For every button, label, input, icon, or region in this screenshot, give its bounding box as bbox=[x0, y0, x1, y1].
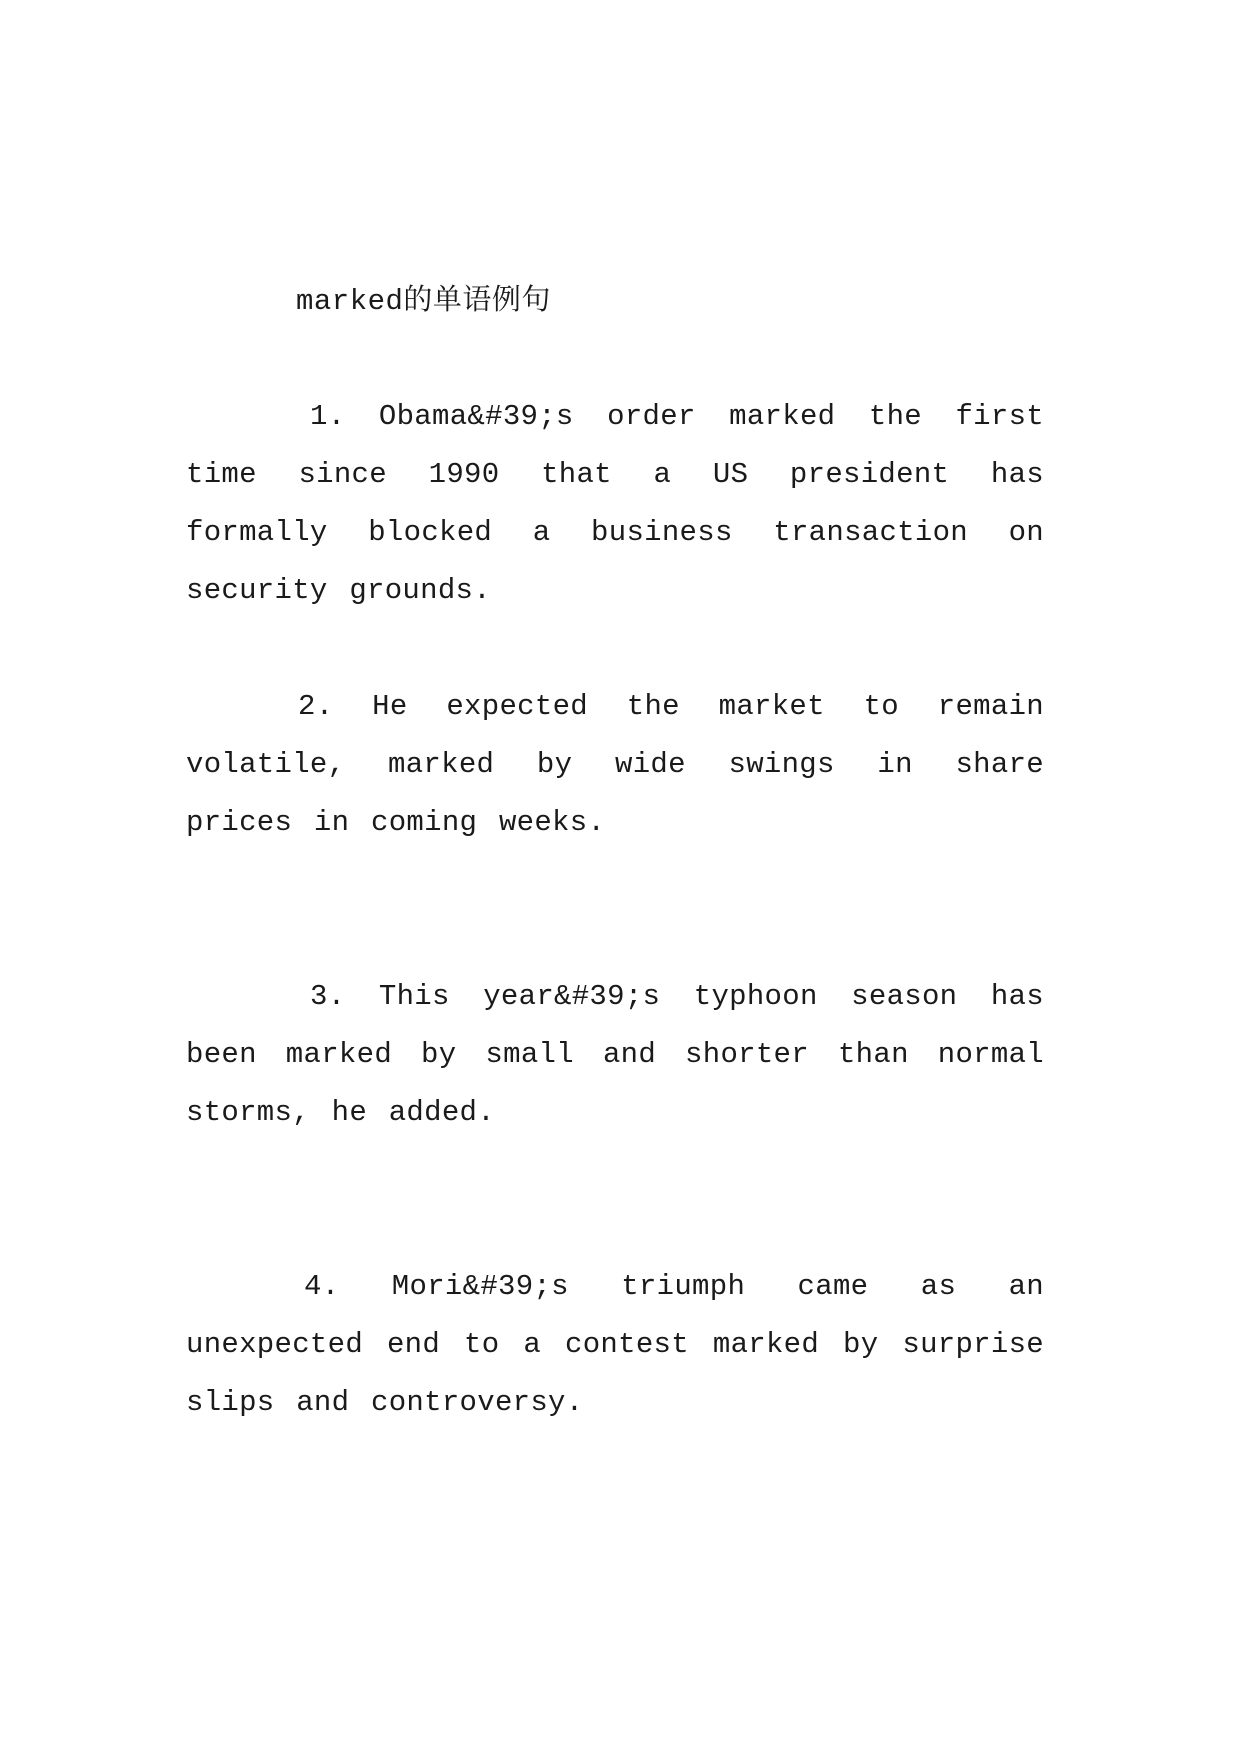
example-sentence-1: 1. Obama&#39;s order marked the first time since 1990 that a US president has formally blocked a business transaction on security grounds. bbox=[186, 400, 1044, 607]
document-title: marked的单语例句 bbox=[296, 285, 551, 318]
example-sentence-4: 4. Mori&#39;s triumph came as an unexpected end to a contest marked by surprise slips and controversy. bbox=[186, 1270, 1044, 1419]
example-sentence-3: 3. This year&#39;s typhoon season has been marked by small and shorter than normal storms, he added. bbox=[186, 980, 1044, 1129]
example-sentence-2: 2. He expected the market to remain volatile, marked by wide swings in share prices in coming weeks. bbox=[186, 690, 1044, 839]
